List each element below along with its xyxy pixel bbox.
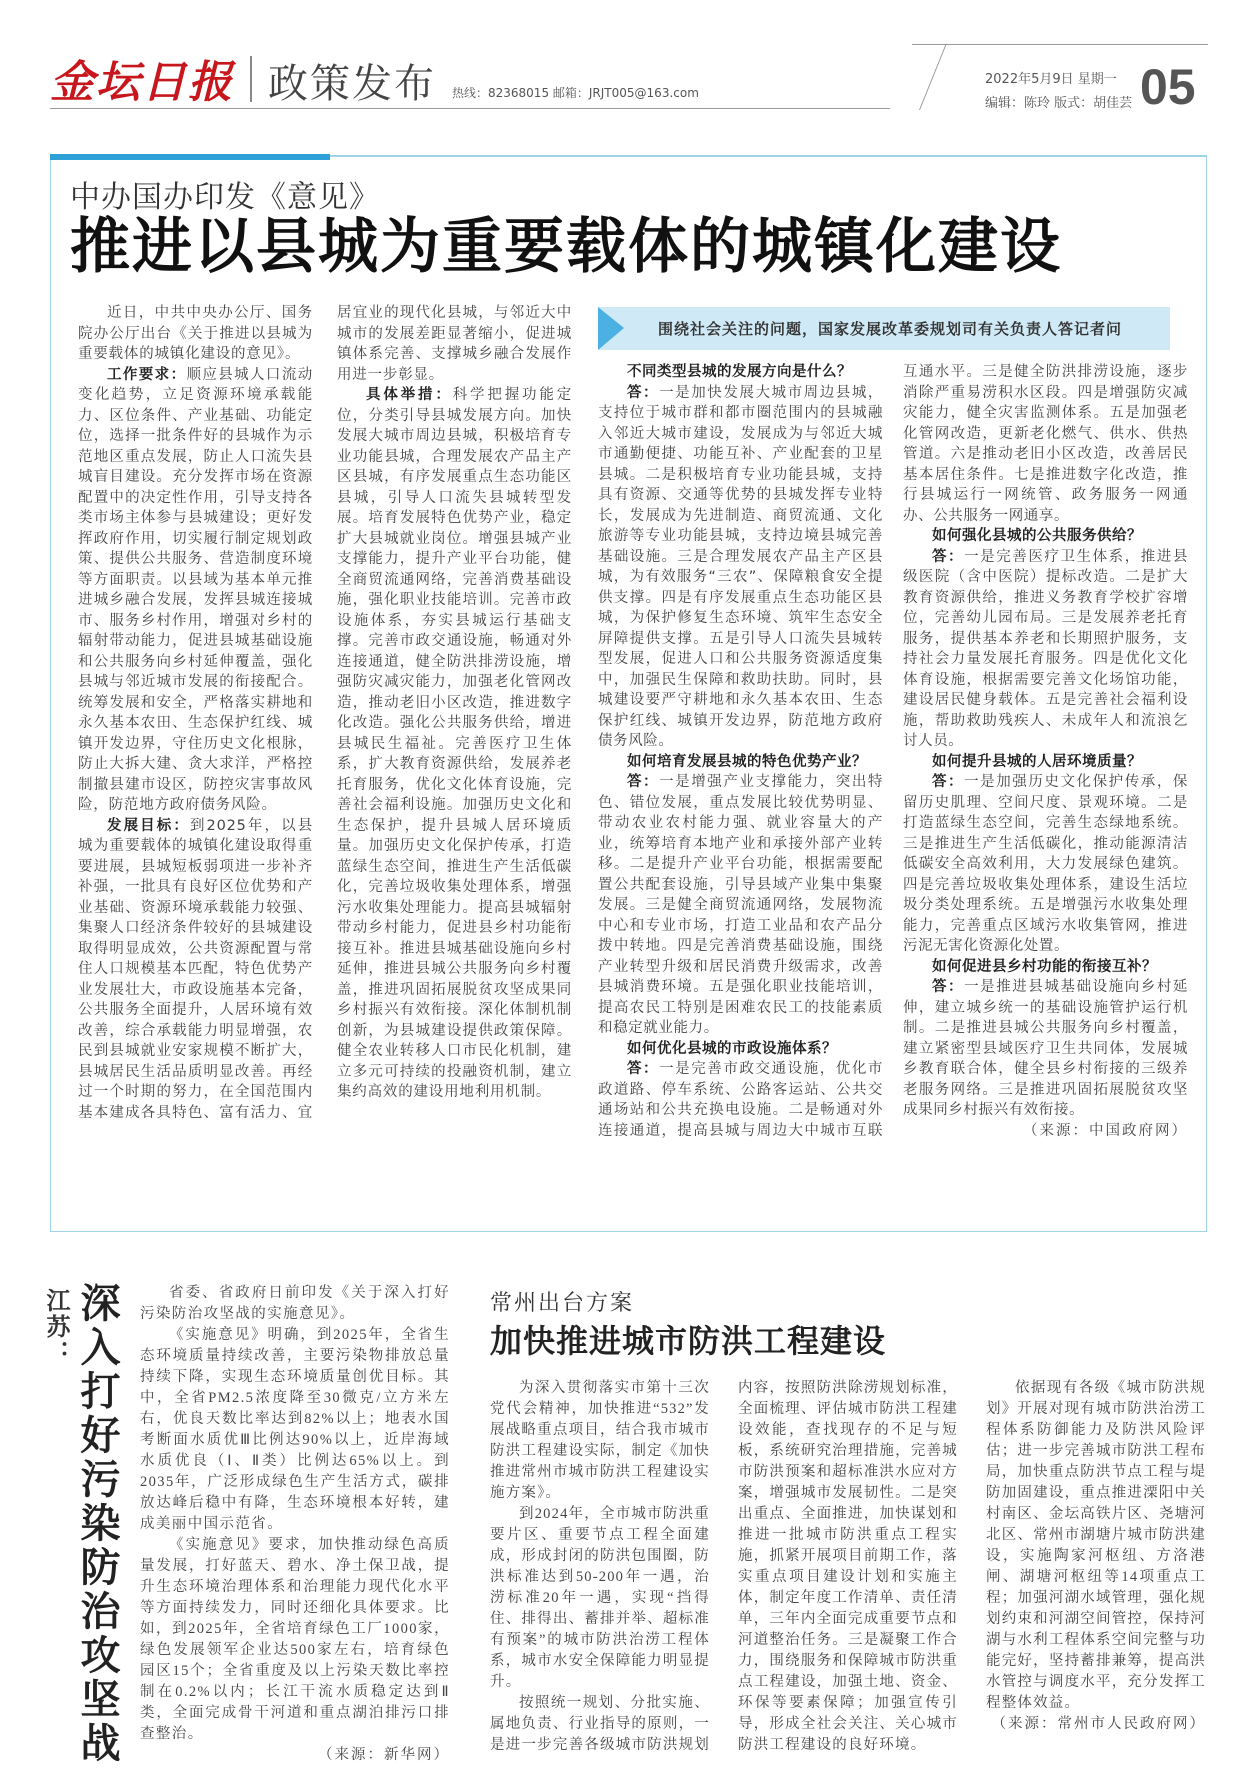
logo-divider bbox=[250, 56, 252, 102]
answer-text: 一是完善医疗卫生体系，推进县级医院（含中医院）提标改造。二是扩大教育资源供给，推进义务教育学校扩容增位，完善幼儿园布局。三是发展养老托育服务，提供基本养老和长期照护服务，支持社会力量发展托育服务。四是优化文化体育设施，根据需要完善文化场馆功能，建设居民健身载体。五是完善社会福利设施，帮助救助残疾人、未成年人和流浪乞讨人员。 bbox=[903, 548, 1188, 749]
frame-accent-bar bbox=[50, 154, 330, 160]
section-title: 政策发布 bbox=[268, 61, 436, 107]
header-rule-upper bbox=[912, 44, 1208, 45]
lead-kicker: 中办国办印发《意见》 bbox=[70, 180, 380, 215]
lead-article-body bbox=[78, 303, 572, 1123]
newspaper-logo: 金坛日报 bbox=[50, 57, 234, 108]
answer-label: 答： bbox=[627, 774, 660, 790]
qa-banner-title: 围绕社会关注的问题，国家发展改革委规划司有关负责人答记者问 bbox=[658, 320, 1123, 338]
qa-body bbox=[598, 362, 1188, 1141]
changzhou-headline: 加快推进城市防洪工程建设 bbox=[490, 1322, 887, 1360]
paragraph: 为深入贯彻落实市第十三次党代会精神，加快推进“532”发展战略重点项目，结合我市城市防洪工程建设实际，制定《加快推进常州市城市防洪工程建设实施方案》。 bbox=[490, 1380, 710, 1501]
paragraph: 到2024年，全市城市防洪重要片区、重要节点工程全面建成，形成封闭的防洪包围圈，防洪标准达到50-200年一遇，治涝标准20年一遇，实现“挡得住、排得出、蓄排并举、超标准有预案”的城市防洪治涝工程体系，城市水安全保障能力明显提升。 bbox=[490, 1506, 710, 1690]
answer-label: 答： bbox=[932, 979, 965, 995]
paragraph bbox=[337, 385, 572, 1103]
question: 如何培育发展县城的特色优势产业？ bbox=[627, 753, 867, 770]
paragraph: 按照统一规划、分批实施、属地负责、行业指导的原则，一是进一步完善各级城市防洪规划内容，按照防洪除涝规划标准，全面梳理、评估城市防洪工程建设效能，查找现存的不足与短板，系统研究治理措施，完善城市防洪预案和超标准洪水应对方案，增强城市发展韧性。二是突出重点、全面推进，加快谋划和推进一批城市防洪重点工程实施，抓紧开展项目前期工作，落实重点项目建设计划和实施主体，制定年度工作清单、责任清单，三年内全面完成重要节点和河道整治任务。三是凝聚工作合力，围绕服务和保障城市防洪重点工程建设，加强土地、资金、环保等要素保障；加强宣传引导，形成全社会关注、关心城市防洪工程建设的良好环境。 bbox=[490, 1380, 958, 1753]
header-rule bbox=[50, 108, 890, 109]
paragraph bbox=[78, 365, 313, 816]
page-number: 05 bbox=[1140, 59, 1196, 115]
paragraph: 省委、省政府日前印发《关于深入打好污染防治攻坚战的实施意见》。 bbox=[140, 1285, 450, 1322]
answer-text: 一是推进县城基础设施向乡村延伸，建立城乡统一的基础设施管护运行机制。二是推进县城公共服务向乡村覆盖，建立紧密型县域医疗卫生共同体，发展城乡教育联合体，健全县乡村衔接的三级养老服务网络。三是推进巩固拓展脱贫攻坚成果同乡村振兴有效衔接。 bbox=[903, 979, 1188, 1118]
banner-arrow-icon bbox=[598, 307, 624, 350]
paragraph-lead: 具体举措： bbox=[366, 387, 453, 403]
question: 如何优化县城的市政设施体系？ bbox=[627, 1040, 837, 1057]
lead-headline: 推进以县城为重要载体的城镇化建设 bbox=[70, 212, 1062, 282]
answer-text: 一是加强历史文化保护传承，保留历史肌理、空间尺度、景观环境。二是打造蓝绿生态空间，完善生态绿地系统。三是推进生产生活低碳化，推动能源清洁低碳安全高效利用，大力发展绿色建筑。四是完善垃圾收集处理体系，建设生活垃圾分类处理系统。五是增强污水收集处理能力，完善重点区域污水收集管网，推进污泥无害化资源化处置。 bbox=[903, 774, 1188, 954]
paragraph-text: 科学把握功能定位，分类引导县城发展方向。加快发展大城市周边县城，积极培育专业功能县城，合理发展农产品主产区县城，有序发展重点生态功能区县城，引导人口流失县城转型发展。培育发展特色优势产业，稳定扩大县城就业岗位。增强县城产业支撑能力，提升产业平台功能，健全商贸流通网络，完善消费基础设施，强化职业技能培训。完善市政设施体系，夯实县城运行基础支撑。完善市政交通设施，畅通对外连接通道，健全防洪排涝设施，增强防灾减灾能力，加强老化管网改造，推动老旧小区改造，推进数字化改造。强化公共服务供给，增进县城民生福祉。完善医疗卫生体系，扩大教育资源供给，发展养老托育服务，优化文化体育设施，完善社会福利设施。加强历史文化和生态保护，提升县城人居环境质量。加强历史文化保护传承，打造蓝绿生态空间，推进生产生活低碳化，完善垃圾收集处理体系，增强污水收集处理能力。提高县城辐射带动乡村能力，促进县乡村功能衔接互补。推进县城基础设施向乡村延伸，推进县城公共服务向乡村覆盖，推进巩固拓展脱贫攻坚成果同乡村振兴有效衔接。深化体制机制创新，为县城建设提供政策保障。健全农业转移人口市民化机制，建立多元可持续的投融资机制，建立集约高效的建设用地利用机制。 bbox=[337, 387, 572, 1100]
answer bbox=[598, 772, 883, 1039]
paragraph-text: 到2025年，以县城为重要载体的城镇化建设取得重要进展，县城短板弱项进一步补齐补强，一批具有良好区位优势和产业基础、资源环境承载能力较强、集聚人口经济条件较好的县城建设取得明显成效，公共资源配置与常住人口规模基本匹配，特色优势产业发展壮大，市政设施基本完备，公共服务全面提升，人居环境有效改善，综合承载能力明显增强，农民到县城就业安家规模不断扩大，县城居民生活品质明显改善。再经过一个时期的努力，在全国范围内基本建成各具特色、富有活力、宜居宜业的现代化县城，与邻近大中城市的发展差距显著缩小，促进城镇体系完善、支撑城乡融合发展作用进一步彰显。 bbox=[78, 305, 572, 1121]
paragraph: 《实施意见》明确，到2025年，全省生态环境质量持续改善，主要污染物排放总量持续下降，实现生态环境质量创优目标。其中，全省PM2.5浓度降至30微克/立方米左右，优良天数比率达到82%以上；地表水国考断面水质优Ⅲ比例达90%以上，近岸海域水质优良（Ⅰ、Ⅱ类）比例达65%以上。到2035年，广泛形成绿色生产生活方式，碳排放达峰后稳中有降，生态环境根本好转，建成美丽中国示范省。 bbox=[140, 1327, 450, 1532]
question: 不同类型县城的发展方向是什么？ bbox=[627, 364, 852, 380]
answer bbox=[903, 547, 1188, 752]
paragraph-text: 顺应县城人口流动变化趋势，立足资源环境承载能力、区位条件、产业基础、功能定位，选择一批条件好的县城作为示范地区重点发展，防止人口流失县城盲目建设。充分发挥市场在资源配置中的决定性作用，引导支持各类市场主体参与县城建设；更好发挥政府作用，切实履行制定规划政策、提供公共服务、营造制度环境等方面职责。以县域为基本单元推进城乡融合发展，发挥县城连接城市、服务乡村作用，增强对乡村的辐射带动能力，促进县城基础设施和公共服务向乡村延伸覆盖，强化县城与邻近城市发展的衔接配合。统筹发展和安全，严格落实耕地和永久基本农田、生态保护红线、城镇开发边界，守住历史文化根脉，防止大拆大建、贪大求洋，严格控制撤县建市设区，防控灾害事故风险，防范地方政府债务风险。 bbox=[78, 366, 314, 813]
paragraph-lead: 工作要求： bbox=[107, 366, 187, 383]
answer-label: 答： bbox=[932, 548, 965, 565]
answer-label: 答： bbox=[627, 384, 660, 401]
question: 如何促进县乡村功能的衔接互补？ bbox=[932, 958, 1157, 975]
answer bbox=[598, 383, 883, 752]
source-credit: （来源：新华网） bbox=[318, 1747, 450, 1763]
jiangsu-article-body bbox=[140, 1283, 450, 1766]
answer-text: 一是完善市政交通设施，优化市政道路、停车系统、公路客运站、公共交通场站和公共充换电设施。二是畅通对外连接通道，提高县城与周边大中城市互联互通水平。三是健全防洪排涝设施，逐步消除严重易涝积水区段。四是增强防灾减灾能力，健全灾害监测体系。五是加强老化管网改造，更新老化燃气、供水、供热管道。六是推动老旧小区改造，改善居民基本居住条件。七是推进数字化改造，推行县城运行一网统管、政务服务一网通办、公共服务一网通享。 bbox=[598, 364, 1188, 1139]
paragraph-lead: 发展目标： bbox=[107, 817, 190, 834]
answer-label: 答： bbox=[932, 774, 965, 790]
header-rule-diagonal bbox=[860, 44, 947, 110]
issue-date: 2022年5月9日 星期一 bbox=[985, 72, 1117, 87]
source-credit: （来源：中国政府网） bbox=[1023, 1122, 1188, 1139]
answer-label: 答： bbox=[627, 1061, 660, 1077]
changzhou-kicker: 常州出台方案 bbox=[490, 1291, 635, 1316]
contact-info: 热线：82368015 邮箱：JRJT005@163.com bbox=[452, 86, 699, 100]
paragraph-text: 近日，中共中央办公厅、国务院办公厅出台《关于推进以县城为重要载体的城镇化建设的意见》。 bbox=[78, 305, 313, 362]
paragraph bbox=[78, 303, 313, 365]
paragraph: 依据现有各级《城市防洪规划》开展对现有城市防洪治涝工程体系防御能力及防洪风险评估；进一步完善城市防洪工程布局，加快重点防洪节点工程与堤防加固建设，重点推进溧阳中关村南区、金坛高铁片区、尧塘河北区、常州市湖塘片城市防洪建设，实施陶家河枢纽、方洛港闸、湖塘河枢纽等14项重点工程；加强河湖水域管理，强化规划约束和河湖空间管控，保持河湖与水利工程体系空间完整与功能完好，坚持蓄排兼筹，提高洪水管控与调度水平，充分发挥工程整体效益。 bbox=[986, 1380, 1206, 1711]
answer bbox=[903, 772, 1188, 957]
editors-credit: 编辑：陈玲 版式：胡佳芸 bbox=[985, 96, 1133, 111]
answer-text: 一是增强产业支撑能力，突出特色、错位发展，重点发展比较优势明显、带动农业农村能力强、就业容量大的产业，统筹培育本地产业和承接外部产业转移。二是提升产业平台功能，根据需要配置公共配套设施，引导县域产业集中集聚发展。三是健全商贸流通网络，发展物流中心和专业市场，打造工业品和农产品分拨中转地。四是完善消费基础设施，围绕产业转型升级和居民消费升级需求，改善县城消费环境。五是强化职业技能培训，提高农民工特别是困难农民工的技能素质和稳定就业能力。 bbox=[598, 774, 883, 1036]
changzhou-article-body bbox=[490, 1378, 1206, 1756]
jiangsu-label: 江苏： bbox=[42, 1288, 71, 1366]
answer bbox=[903, 977, 1188, 1121]
question: 如何提升县城的人居环境质量？ bbox=[932, 753, 1142, 770]
jiangsu-headline: 深入打好污染防治攻坚战 bbox=[74, 1282, 121, 1766]
answer-text: 一是加快发展大城市周边县城，支持位于城市群和都市圈范围内的县城融入邻近大城市建设，发展成为与邻近大城市通勤便捷、功能互补、产业配套的卫星县城。二是积极培育专业功能县城，支持具有资源、交通等优势的县城发挥专业特长，发展成为先进制造、商贸流通、文化旅游等专业功能县城，支持边境县城完善基础设施。三是合理发展农产品主产区县城，为有效服务“三农”、保障粮食安全提供支撑。四是有序发展重点生态功能区县城，为保护修复生态环境、筑牢生态安全屏障提供支撑。五是引导人口流失县城转型发展，促进人口和公共服务资源适度集中，加强民生保障和救助扶助。同时，县城建设要严守耕地和永久基本农田、生态保护红线、城镇开发边界，防范地方政府债务风险。 bbox=[598, 384, 883, 749]
source-credit: （来源：常州市人民政府网） bbox=[991, 1716, 1206, 1732]
question: 如何强化县城的公共服务供给？ bbox=[932, 528, 1142, 544]
paragraph: 《实施意见》要求，加快推动绿色高质量发展，打好蓝天、碧水、净土保卫战，提升生态环境治理体系和治理能力现代化水平等方面持续发力，同时还细化具体要求。比如，到2025年，全省培育绿色工厂1000家，绿色发展领军企业达500家左右，培育绿色园区15个；全省重度及以上污染天数比率控制在0.2%以内；长江干流水质稳定达到Ⅱ类，全面完成骨干河道和重点湖泊排污口排查整治。 bbox=[140, 1537, 450, 1742]
